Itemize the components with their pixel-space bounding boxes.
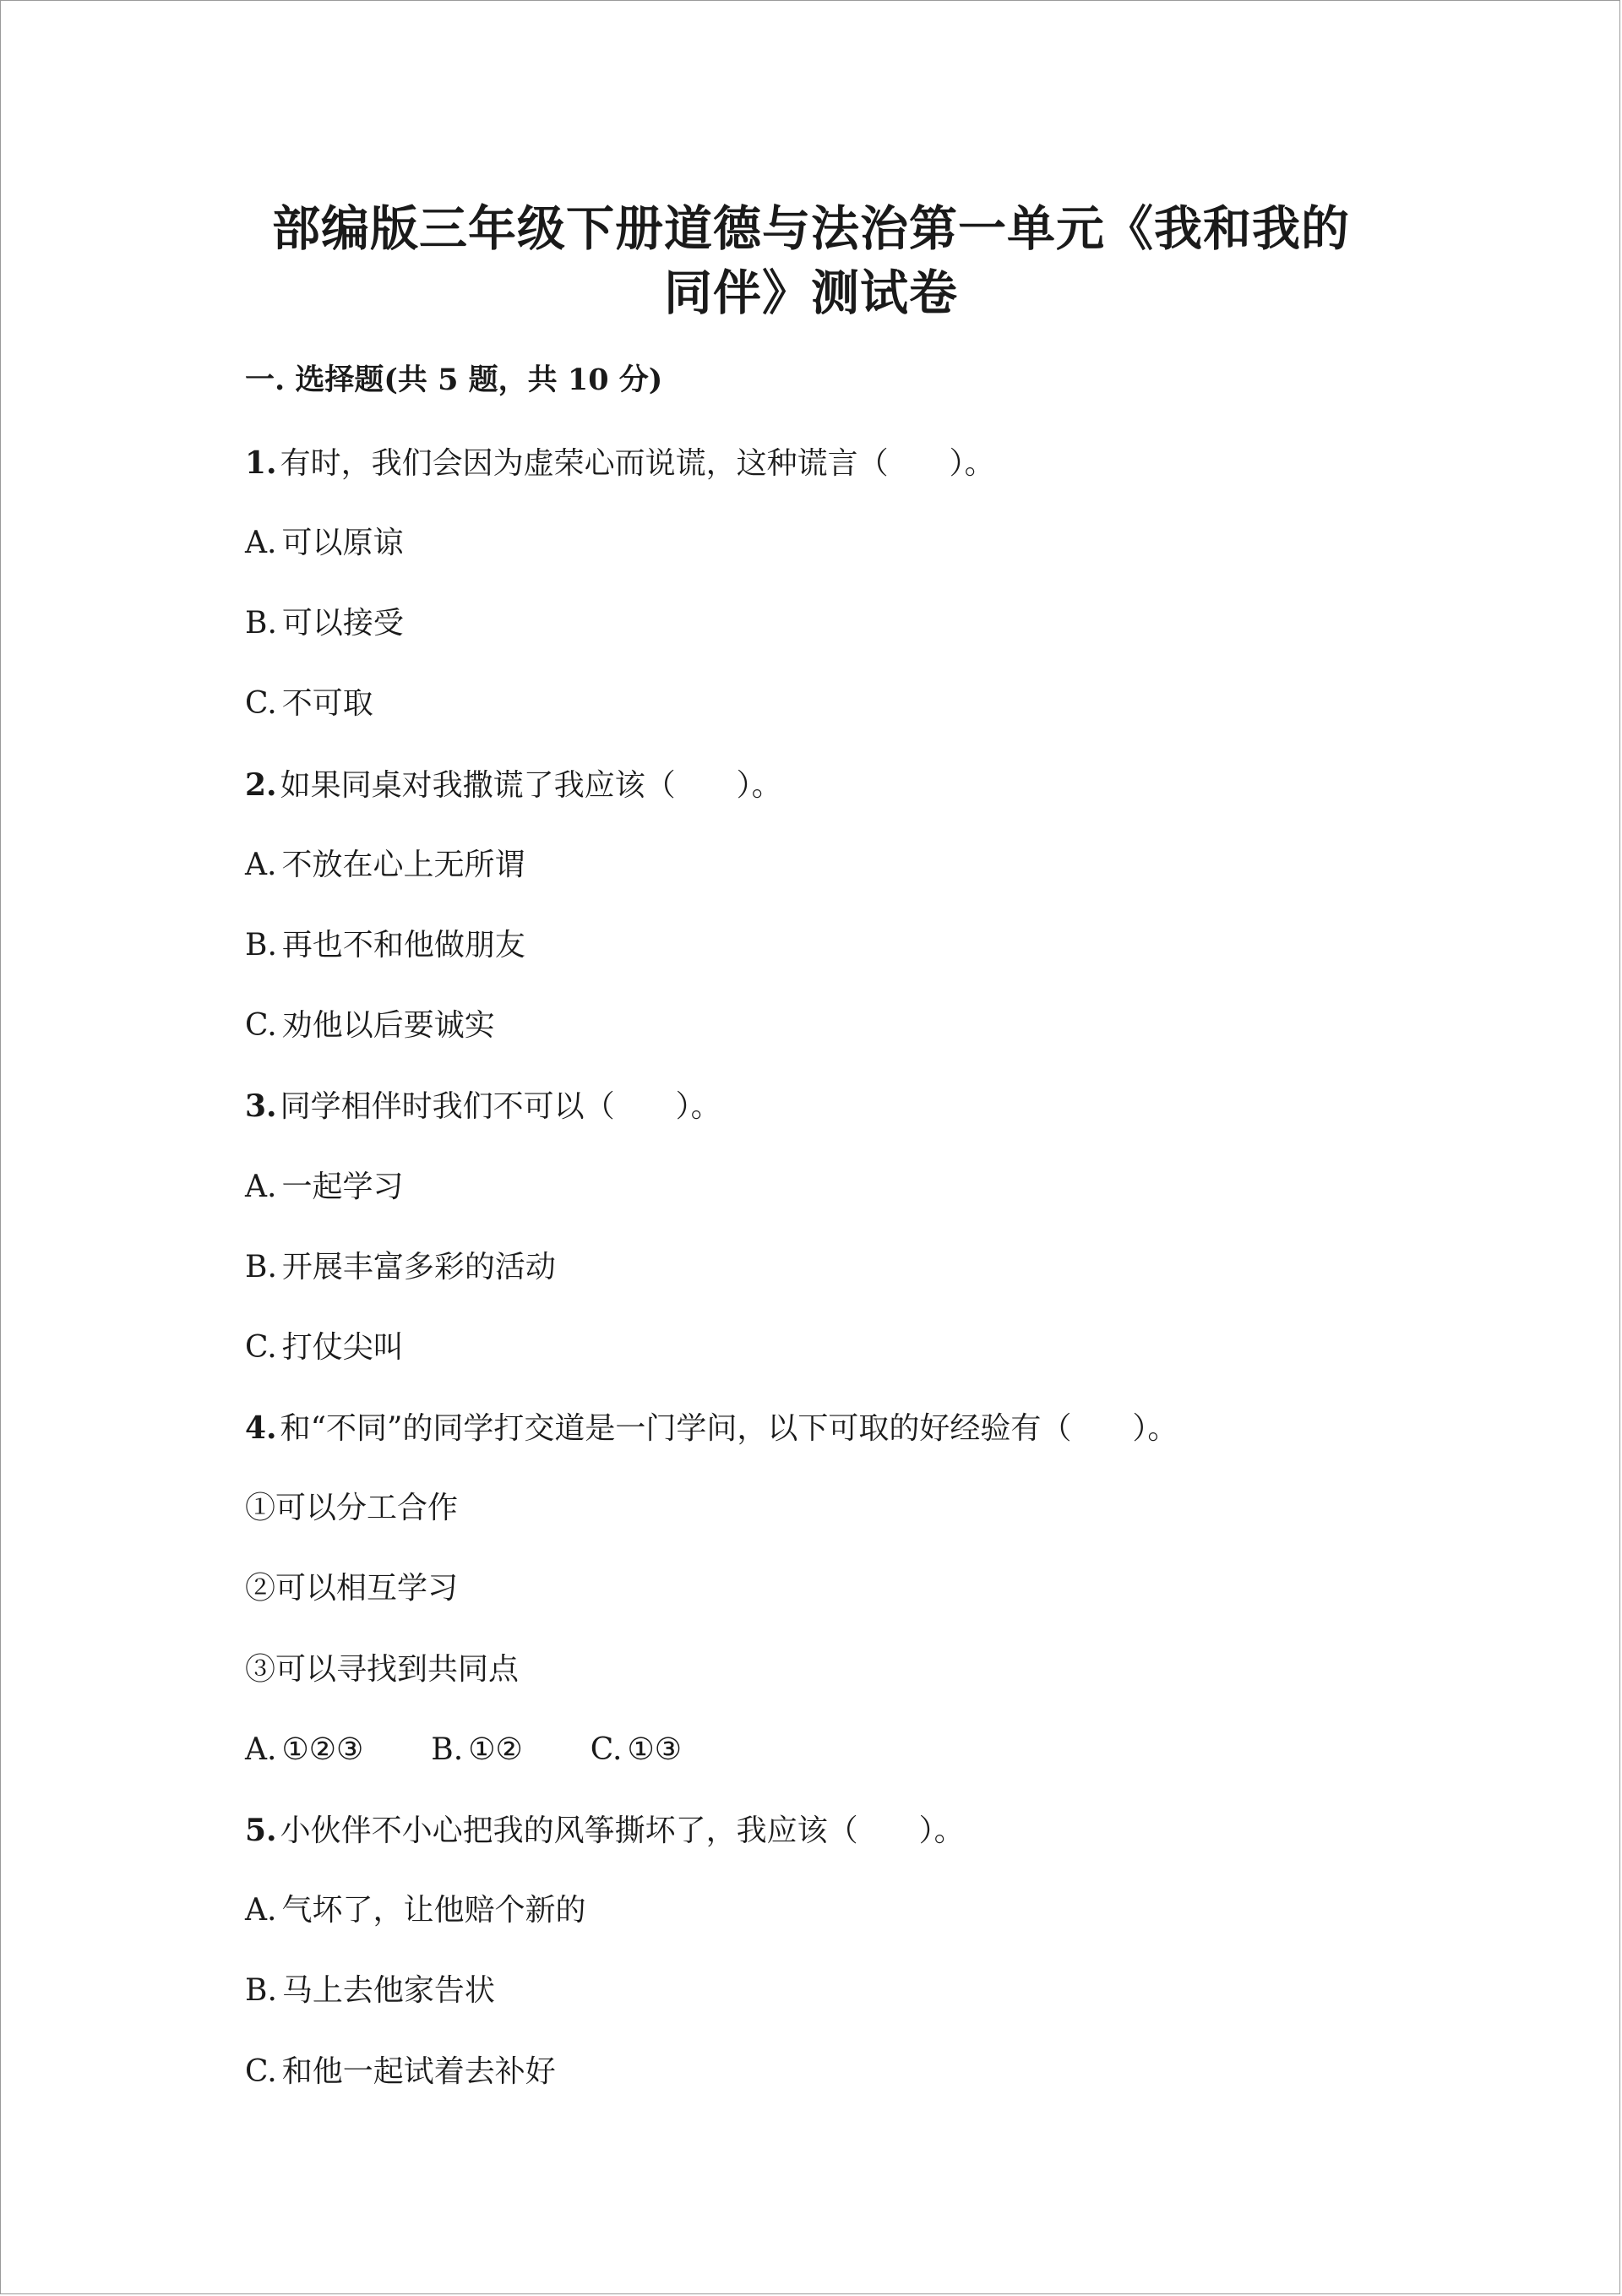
- question-3-option-b: [245, 1246, 556, 1289]
- option-letter: C.: [590, 1732, 623, 1767]
- option-letter: A.: [245, 1893, 277, 1928]
- option-letter: C.: [245, 686, 277, 721]
- section-heading: 一. 选择题(共 5 题，共 10 分): [245, 363, 663, 397]
- question-1-option-c: [245, 683, 373, 725]
- question-5: [245, 1809, 965, 1852]
- question-number: 3.: [245, 1088, 277, 1124]
- option-text: 开展丰富多彩的活动: [281, 1250, 556, 1284]
- document-title-line-1: 部编版三年级下册道德与法治第一单元《我和我的: [272, 200, 1350, 257]
- question-1: [245, 442, 995, 485]
- question-4-statement-3: ③可以寻找到共同点: [245, 1652, 520, 1687]
- question-2: [245, 764, 782, 807]
- option-letter: A.: [245, 1170, 277, 1204]
- question-stem: 和“不同”的同学打交道是一门学问，以下可取的好经验有（ ）。: [280, 1411, 1178, 1446]
- question-stem: 小伙伴不小心把我的风筝撕坏了，我应该（ ）。: [280, 1813, 965, 1848]
- option-text: 马上去他家告状: [281, 1973, 495, 2008]
- document-title-line-2: 同伴》测试卷: [664, 265, 958, 321]
- option-letter: A.: [245, 526, 277, 560]
- option-letter: B.: [245, 1250, 277, 1284]
- option-text: 不放在心上无所谓: [281, 848, 525, 882]
- option-text: 劝他以后要诚实: [281, 1008, 495, 1043]
- option-text: 打仗尖叫: [281, 1330, 404, 1365]
- option-text: 一起学习: [281, 1170, 404, 1204]
- question-1-option-b: [245, 603, 404, 645]
- question-4-options: [245, 1729, 682, 1771]
- question-stem: 如果同桌对我撒谎了我应该（ ）。: [280, 768, 782, 803]
- question-4-statement-2: ②可以相互学习: [245, 1571, 459, 1606]
- option-text: 再也不和他做朋友: [281, 928, 525, 963]
- option-letter: B.: [245, 1973, 277, 2008]
- option-text: 可以原谅: [281, 526, 404, 560]
- option-text: 和他一起试着去补好: [281, 2054, 556, 2089]
- question-number: 2.: [245, 767, 277, 803]
- question-stem: 有时，我们会因为虚荣心而说谎，这种谎言（ ）。: [280, 446, 995, 481]
- question-4-statement-1: ①可以分工合作: [245, 1491, 459, 1525]
- option-letter: B.: [245, 928, 277, 963]
- option-letter: C.: [245, 1330, 277, 1365]
- option-letter: B.: [245, 606, 277, 641]
- question-2-option-c: [245, 1005, 495, 1047]
- option-letter: B.: [431, 1732, 464, 1767]
- option-text: ①③: [627, 1732, 682, 1767]
- question-2-option-a: [245, 844, 525, 886]
- option-letter: A.: [245, 1732, 277, 1767]
- question-4-option-c: [591, 1729, 682, 1771]
- question-5-option-c: [245, 2051, 556, 2093]
- option-text: 可以接受: [281, 606, 404, 641]
- option-letter: C.: [245, 2054, 277, 2089]
- question-number: 5.: [245, 1813, 277, 1848]
- question-4-option-a: [245, 1729, 363, 1771]
- question-2-option-b: [245, 924, 525, 967]
- question-number: 1.: [245, 445, 277, 481]
- option-letter: C.: [245, 1008, 277, 1043]
- question-number: 4.: [245, 1410, 277, 1446]
- question-3-option-c: [245, 1327, 404, 1369]
- option-text: ①②: [468, 1732, 523, 1767]
- option-letter: A.: [245, 848, 277, 882]
- question-3-option-a: [245, 1166, 403, 1208]
- question-5-option-a: [245, 1890, 585, 1932]
- option-text: 不可取: [281, 686, 373, 721]
- question-5-option-b: [245, 1970, 495, 2012]
- option-text: 气坏了，让他赔个新的: [281, 1893, 586, 1928]
- question-stem: 同学相伴时我们不可以（ ）。: [280, 1089, 721, 1124]
- question-4-option-b: [431, 1729, 522, 1771]
- question-4: [245, 1407, 1178, 1450]
- question-1-option-a: [245, 522, 403, 564]
- option-text: ①②③: [281, 1732, 364, 1767]
- question-3: [245, 1085, 721, 1128]
